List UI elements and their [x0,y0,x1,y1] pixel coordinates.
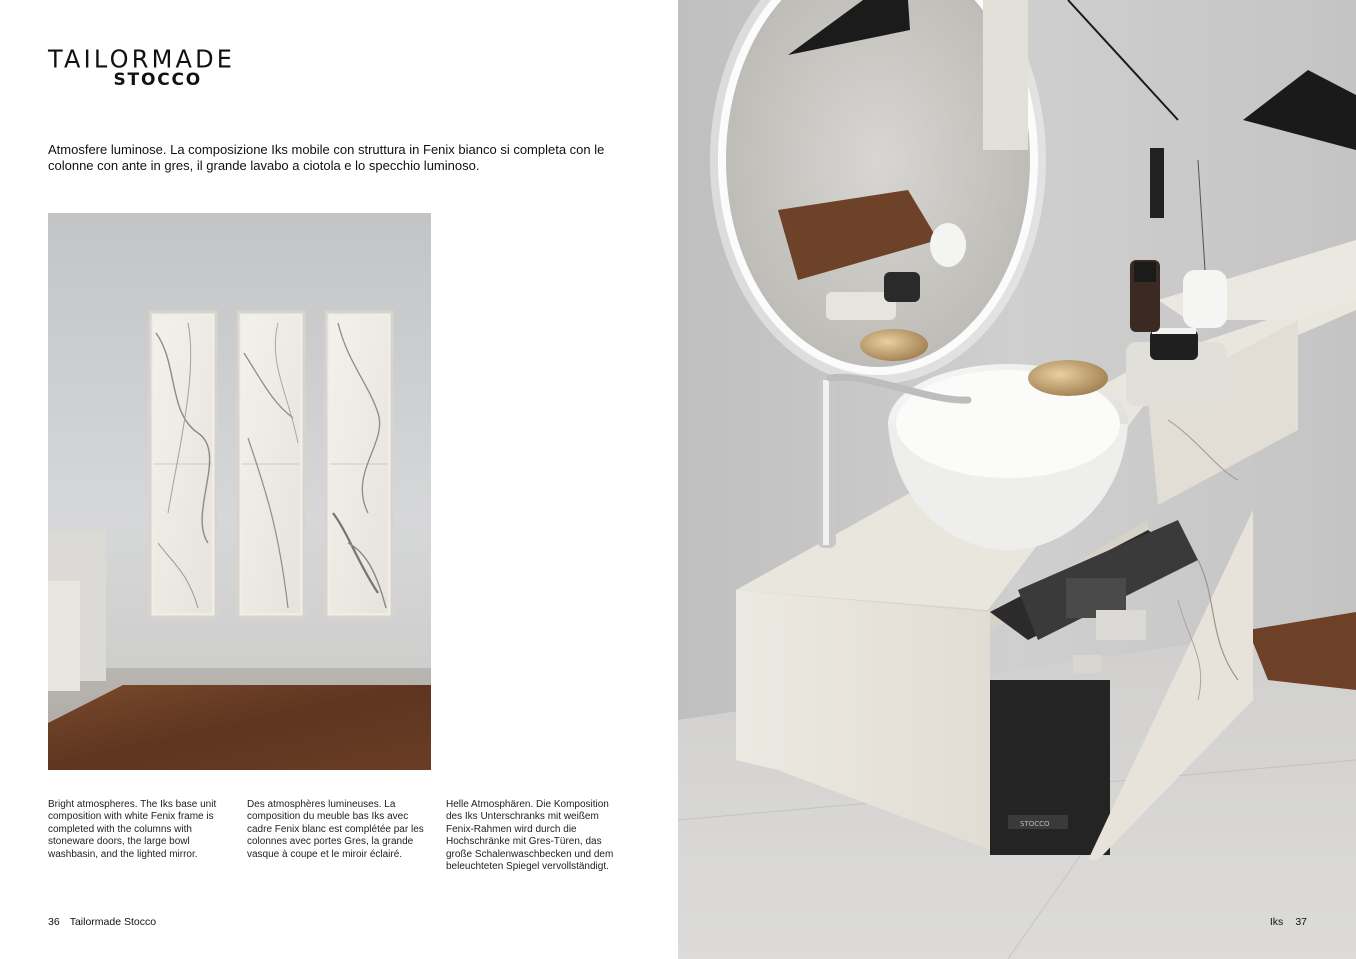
bathroom-vanity-photo [678,0,1356,959]
caption-german: Helle Atmosphären. Die Komposition des Iks Unterschranks mit weißem Fenix-Rahmen wird durch die Hochschränke mit Gres-Türen, das große Schalenwaschbecken und dem beleuchteten Spiegel vervollständigt. [446,799,614,873]
marble-columns-photo [48,213,431,770]
running-title-right: Iks [1269,916,1284,928]
intro-paragraph: Atmosfere luminose. La composizione Iks mobile con struttura in Fenix bianco si completa con le colonne con ante in gres, il grande lavabo a ciotola e lo specchio luminoso. [48,142,605,173]
folio-left [48,916,156,928]
running-title-left: Tailormade Stocco [69,916,157,928]
right-page [678,0,1356,959]
brand-logo-line2: STOCCO [113,70,202,90]
page-number-right: 37 [1295,916,1307,928]
caption-french: Des atmosphères lumineuses. La composition du meuble bas Iks avec cadre Fenix blanc est complétée par les colonnes avec portes Gres, la grande vasque à coupe et le miroir éclairé. [247,799,424,860]
brand-logo-line1: TAILORMADE [48,44,236,74]
drawer-brand-label: STOCCO [1020,820,1050,828]
caption-english: Bright atmospheres. The Iks base unit composition with white Fenix frame is completed with the columns with stoneware doors, the large bowl washbasin, and the lighted mirror. [48,799,217,860]
page-number-left: 36 [48,916,60,928]
brand-logo [48,44,236,96]
folio-right [1270,916,1307,928]
